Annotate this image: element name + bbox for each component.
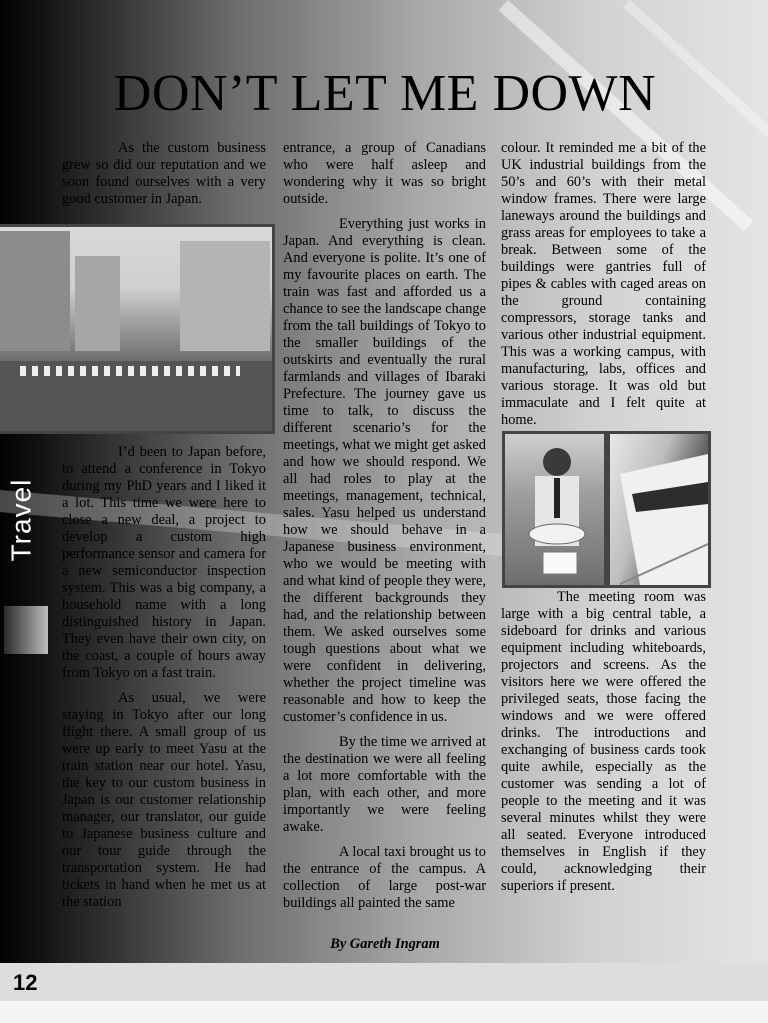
byline: By Gareth Ingram — [330, 936, 440, 952]
paragraph: As usual, we were staying in Tokyo after our long flight there. A small group of us were up early to meet Yasu at the train station near our hotel. Yasu, the key to our custom business in Japan is our customer relationship manager, our translator, our guide to Japanese business culture and our tour guide through the transportation system. He had tickets in hand when he met us at the station — [62, 690, 266, 910]
column-1-bottom — [62, 444, 266, 919]
building-shape — [180, 241, 270, 351]
building-shape — [75, 256, 120, 351]
column-1-top — [62, 140, 266, 216]
paragraph: entrance, a group of Canadians who were half asleep and wondering why it was so bright outside. — [283, 140, 486, 207]
paragraph: I’d been to Japan before, to attend a conference in Tokyo during my PhD years and I liked it a lot. This time we were here to close a new deal, a project to develop a custom high performance sensor and camera for a new semiconductor inspection system. This was a big company, a household name with a long distinguished history in Japan. They even have their own city, on the coast, a couple of hours away from Tokyo on a fast train. — [62, 444, 266, 681]
footer-stripe — [0, 1001, 768, 1023]
paragraph: The meeting room was large with a big central table, a sideboard for drinks and various equipment including whiteboards, projectors and screens. As the visitors here we were offered the privileged seats, those facing the windows and we were offered drinks. The introductions and exchanging of business cards took quite awhile, especially as the customer was sending a lot of people to the meeting and it was several minutes whilst they were all seated. Everyone introduced themselves in English if they could, acknowledging their superiors if present. — [501, 589, 706, 894]
bullet-train-photo — [607, 431, 711, 588]
section-tab-block — [4, 606, 48, 654]
waiter-figure — [505, 434, 604, 585]
paragraph: As the custom business grew so did our reputation and we soon found ourselves with a very good customer in Japan. — [62, 140, 266, 207]
paragraph: By the time we arrived at the destination we were all feeling a lot more comfortable with the plan, with each other, and more importantly we were feeling awake. — [283, 734, 486, 835]
tokyo-street-photo — [0, 224, 275, 434]
article-title: DON’T LET ME DOWN — [113, 65, 657, 122]
column-3-top — [501, 140, 706, 437]
footer-bar — [0, 963, 768, 1001]
column-2 — [283, 140, 486, 920]
section-label-text: Travel — [5, 478, 37, 562]
building-shape — [0, 231, 70, 351]
crosswalk — [20, 366, 240, 376]
paragraph: A local taxi brought us to the entrance of the campus. A collection of large post-war buildings all painted the same — [283, 844, 486, 911]
waiter-photo — [502, 431, 607, 588]
paragraph: colour. It reminded me a bit of the UK industrial buildings from the 50’s and 60’s with their metal window frames. There were large laneways around the buildings and grass areas for employees to take a break. Between some of the buildings were gantries full of pipes & cables with caged areas on the ground containing compressors, storage tanks and various other industrial equipment. This was a working campus, with manufacturing, labs, offices and various storage. It was old but immaculate and I felt quite at home. — [501, 140, 706, 428]
page-number: 12 — [13, 970, 38, 995]
section-label — [4, 470, 38, 570]
train-figure — [610, 434, 708, 585]
paragraph: Everything just works in Japan. And everything is clean. And everyone is polite. It’s one of my favourite places on earth. The train was fast and afforded us a chance to see the landscape change from the tall buildings of Tokyo to the smaller buildings of the outskirts and eventually the rural farmlands and villages of Ibaraki Prefecture. The journey gave us time to talk, to discuss the different scenario’s for the meetings, what we might get asked and how we should respond. We all had roles to play at the meetings, management, technical, sales. Yasu helped us understand how we should behave in a Japanese business environment, who we would be meeting with and what kind of people they were, the different backgrounds they had, and the relationship between them. We asked ourselves some tough questions about what we were confident in delivering, whether the project timeline was reasonable and how to keep the customer’s confidence in us. — [283, 216, 486, 725]
column-3-bottom — [501, 589, 706, 903]
